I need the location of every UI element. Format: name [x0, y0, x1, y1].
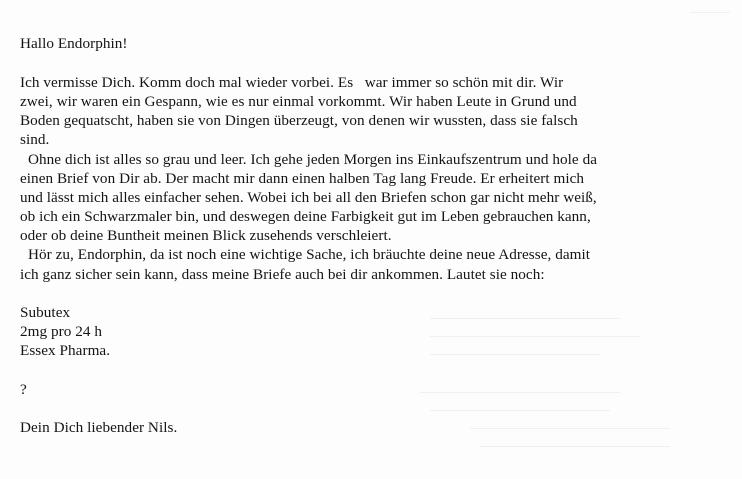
paragraph-line: Ohne dich ist alles so grau und leer. Ich gehe jeden Morgen ins Einkaufszentrum und hole da — [28, 150, 598, 168]
paragraph-line: ob ich ein Schwarzmaler bin, und deswegen deine Farbigkeit gut im Leben gebrauchen kann, — [20, 208, 591, 226]
paragraph-line: sind. — [20, 131, 50, 149]
letter-body — [20, 34, 732, 437]
paragraph-address-request — [20, 245, 732, 283]
paragraph-line: einen Brief von Dir ab. Der macht mir dann einen halben Tag lang Freude. Er erheitert mich — [20, 169, 585, 187]
blank-line — [20, 284, 732, 303]
address-line: 2mg pro 24 h — [20, 323, 103, 341]
paragraph-line: oder ob deine Buntheit meinen Blick zusehends verschleiert. — [20, 227, 392, 245]
blank-line — [20, 53, 732, 73]
paragraph-line: und lässt mich alles einfacher sehen. Wobei ich bei all den Briefen schon gar nicht mehr weiß, — [20, 188, 597, 206]
paragraph-line: Hör zu, Endorphin, da ist noch eine wichtige Sache, ich bräuchte deine neue Adresse, damit — [28, 246, 591, 264]
closing-signature: Dein Dich liebender Nils. — [20, 419, 178, 437]
blank-line — [20, 399, 732, 418]
paragraph-missing-you — [20, 73, 732, 150]
paragraph-line: ich ganz sicher sein kann, dass meine Briefe auch bei dir ankommen. Lautet sie noch: — [20, 265, 545, 283]
show-through-mark — [480, 446, 670, 447]
greeting: Hallo Endorphin! — [20, 35, 128, 52]
blank-line — [20, 361, 732, 380]
address-block — [20, 303, 732, 361]
paragraph-grey-without-you — [20, 150, 732, 246]
paragraph-line: Boden gequatscht, haben sie von Dingen überzeugt, von denen wir wussten, dass sie falsch — [20, 112, 578, 130]
paragraph-line: zwei, wir waren ein Gespann, wie es nur einmal vorkommt. Wir haben Leute in Grund und — [20, 92, 577, 110]
question-mark: ? — [20, 380, 27, 398]
address-line: Essex Pharma. — [20, 342, 111, 360]
paragraph-line: Ich vermisse Dich. Komm doch mal wieder vorbei. Es war immer so schön mit dir. Wir — [20, 73, 564, 91]
address-line: Subutex — [20, 304, 71, 322]
show-through-mark — [690, 12, 730, 13]
